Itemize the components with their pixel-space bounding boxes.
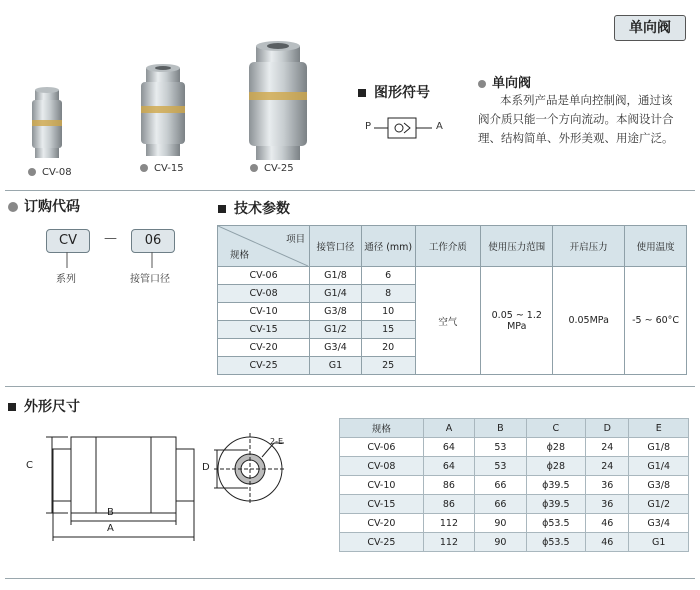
table-row: CV-25 G1 25 xyxy=(218,357,687,375)
symbol-heading: 图形符号 xyxy=(358,82,430,102)
section-divider xyxy=(5,386,695,387)
table-row: CV-25 112 90 ϕ53.5 46 G1 xyxy=(340,533,689,552)
table-header: 使用温度 xyxy=(625,226,687,267)
table-header: 工作介质 xyxy=(415,226,481,267)
pressure-range-cell: 0.05 ~ 1.2 MPa xyxy=(481,267,553,375)
bullet-icon xyxy=(478,80,486,88)
table-row: CV-20 G3/4 20 xyxy=(218,339,687,357)
product-caption: CV-15 xyxy=(140,163,184,174)
tech-heading: 技术参数 xyxy=(218,198,290,218)
bullet-icon xyxy=(140,164,148,172)
dim-label-c: C xyxy=(26,460,33,471)
table-row: CV-15 G1/2 15 xyxy=(218,321,687,339)
table-row: CV-06 64 53 ϕ28 24 G1/8 xyxy=(340,438,689,457)
table-header-row: 规格 A B C D E xyxy=(340,419,689,438)
product-photos xyxy=(0,40,330,180)
table-row: CV-08 64 53 ϕ28 24 G1/4 xyxy=(340,457,689,476)
temperature-cell: -5 ~ 60°C xyxy=(625,267,687,375)
table-row: CV-06 G1/8 6 空气 0.05 ~ 1.2 MPa 0.05MPa -5 ~ 60°C xyxy=(218,267,687,285)
symbol-port-in: P xyxy=(365,121,372,132)
bullet-icon xyxy=(250,164,258,172)
side-view xyxy=(53,437,194,513)
order-heading: 订购代码 xyxy=(8,196,80,216)
symbol-port-out: A xyxy=(436,121,443,132)
dimensions-table xyxy=(339,418,689,552)
check-valve-symbol-icon xyxy=(372,116,434,140)
dim-label-e: 2-E xyxy=(270,437,284,446)
code-size-box: 06 xyxy=(131,229,175,253)
dim-c xyxy=(46,437,68,513)
code-size-label: 接管口径 xyxy=(130,274,170,285)
square-bullet-icon xyxy=(358,89,366,97)
code-dash: — xyxy=(104,231,117,246)
dim-label-d: D xyxy=(202,462,210,473)
dim-label-b: B xyxy=(107,507,114,518)
table-row: CV-15 86 66 ϕ39.5 36 G1/2 xyxy=(340,495,689,514)
table-header: 开启压力 xyxy=(553,226,625,267)
table-row: CV-10 86 66 ϕ39.5 36 G3/8 xyxy=(340,476,689,495)
valve-cv15-image xyxy=(141,64,185,156)
table-header: 接管口径 xyxy=(310,226,362,267)
dimension-drawing xyxy=(18,425,308,550)
table-row: CV-08 G1/4 8 xyxy=(218,285,687,303)
table-header: 通径 (mm) xyxy=(361,226,415,267)
dimensions-heading: 外形尺寸 xyxy=(8,396,80,416)
bullet-icon xyxy=(28,168,36,176)
section-divider xyxy=(5,578,695,579)
table-header: 使用压力范围 xyxy=(481,226,553,267)
product-caption: CV-25 xyxy=(250,163,294,174)
intro-heading: 单向阀 xyxy=(478,72,531,91)
medium-cell: 空气 xyxy=(415,267,481,375)
table-header-row xyxy=(218,226,687,267)
intro-description: 本系列产品是单向控制阀，通过该 阀介质只能一个方向流动。本阀设计合 理、结构简单、外形美观、用途广泛。 xyxy=(478,93,674,145)
valve-cv08-image xyxy=(32,87,62,158)
code-series-label: 系列 xyxy=(56,274,76,285)
valve-cv25-image xyxy=(249,41,307,160)
code-series-box: CV xyxy=(46,229,90,253)
dim-b xyxy=(71,513,176,525)
product-caption: CV-08 xyxy=(28,167,72,178)
tech-table xyxy=(217,225,687,375)
section-divider xyxy=(5,190,695,191)
square-bullet-icon xyxy=(218,205,226,213)
category-badge: 单向阀 xyxy=(614,15,686,41)
table-corner-cell: 项目 规格 xyxy=(218,226,310,267)
bullet-icon xyxy=(8,202,18,212)
square-bullet-icon xyxy=(8,403,16,411)
dim-label-a: A xyxy=(107,523,114,534)
crack-pressure-cell: 0.05MPa xyxy=(553,267,625,375)
table-row: CV-20 112 90 ϕ53.5 46 G3/4 xyxy=(340,514,689,533)
table-row: CV-10 G3/8 10 xyxy=(218,303,687,321)
code-leader-lines xyxy=(40,252,200,272)
